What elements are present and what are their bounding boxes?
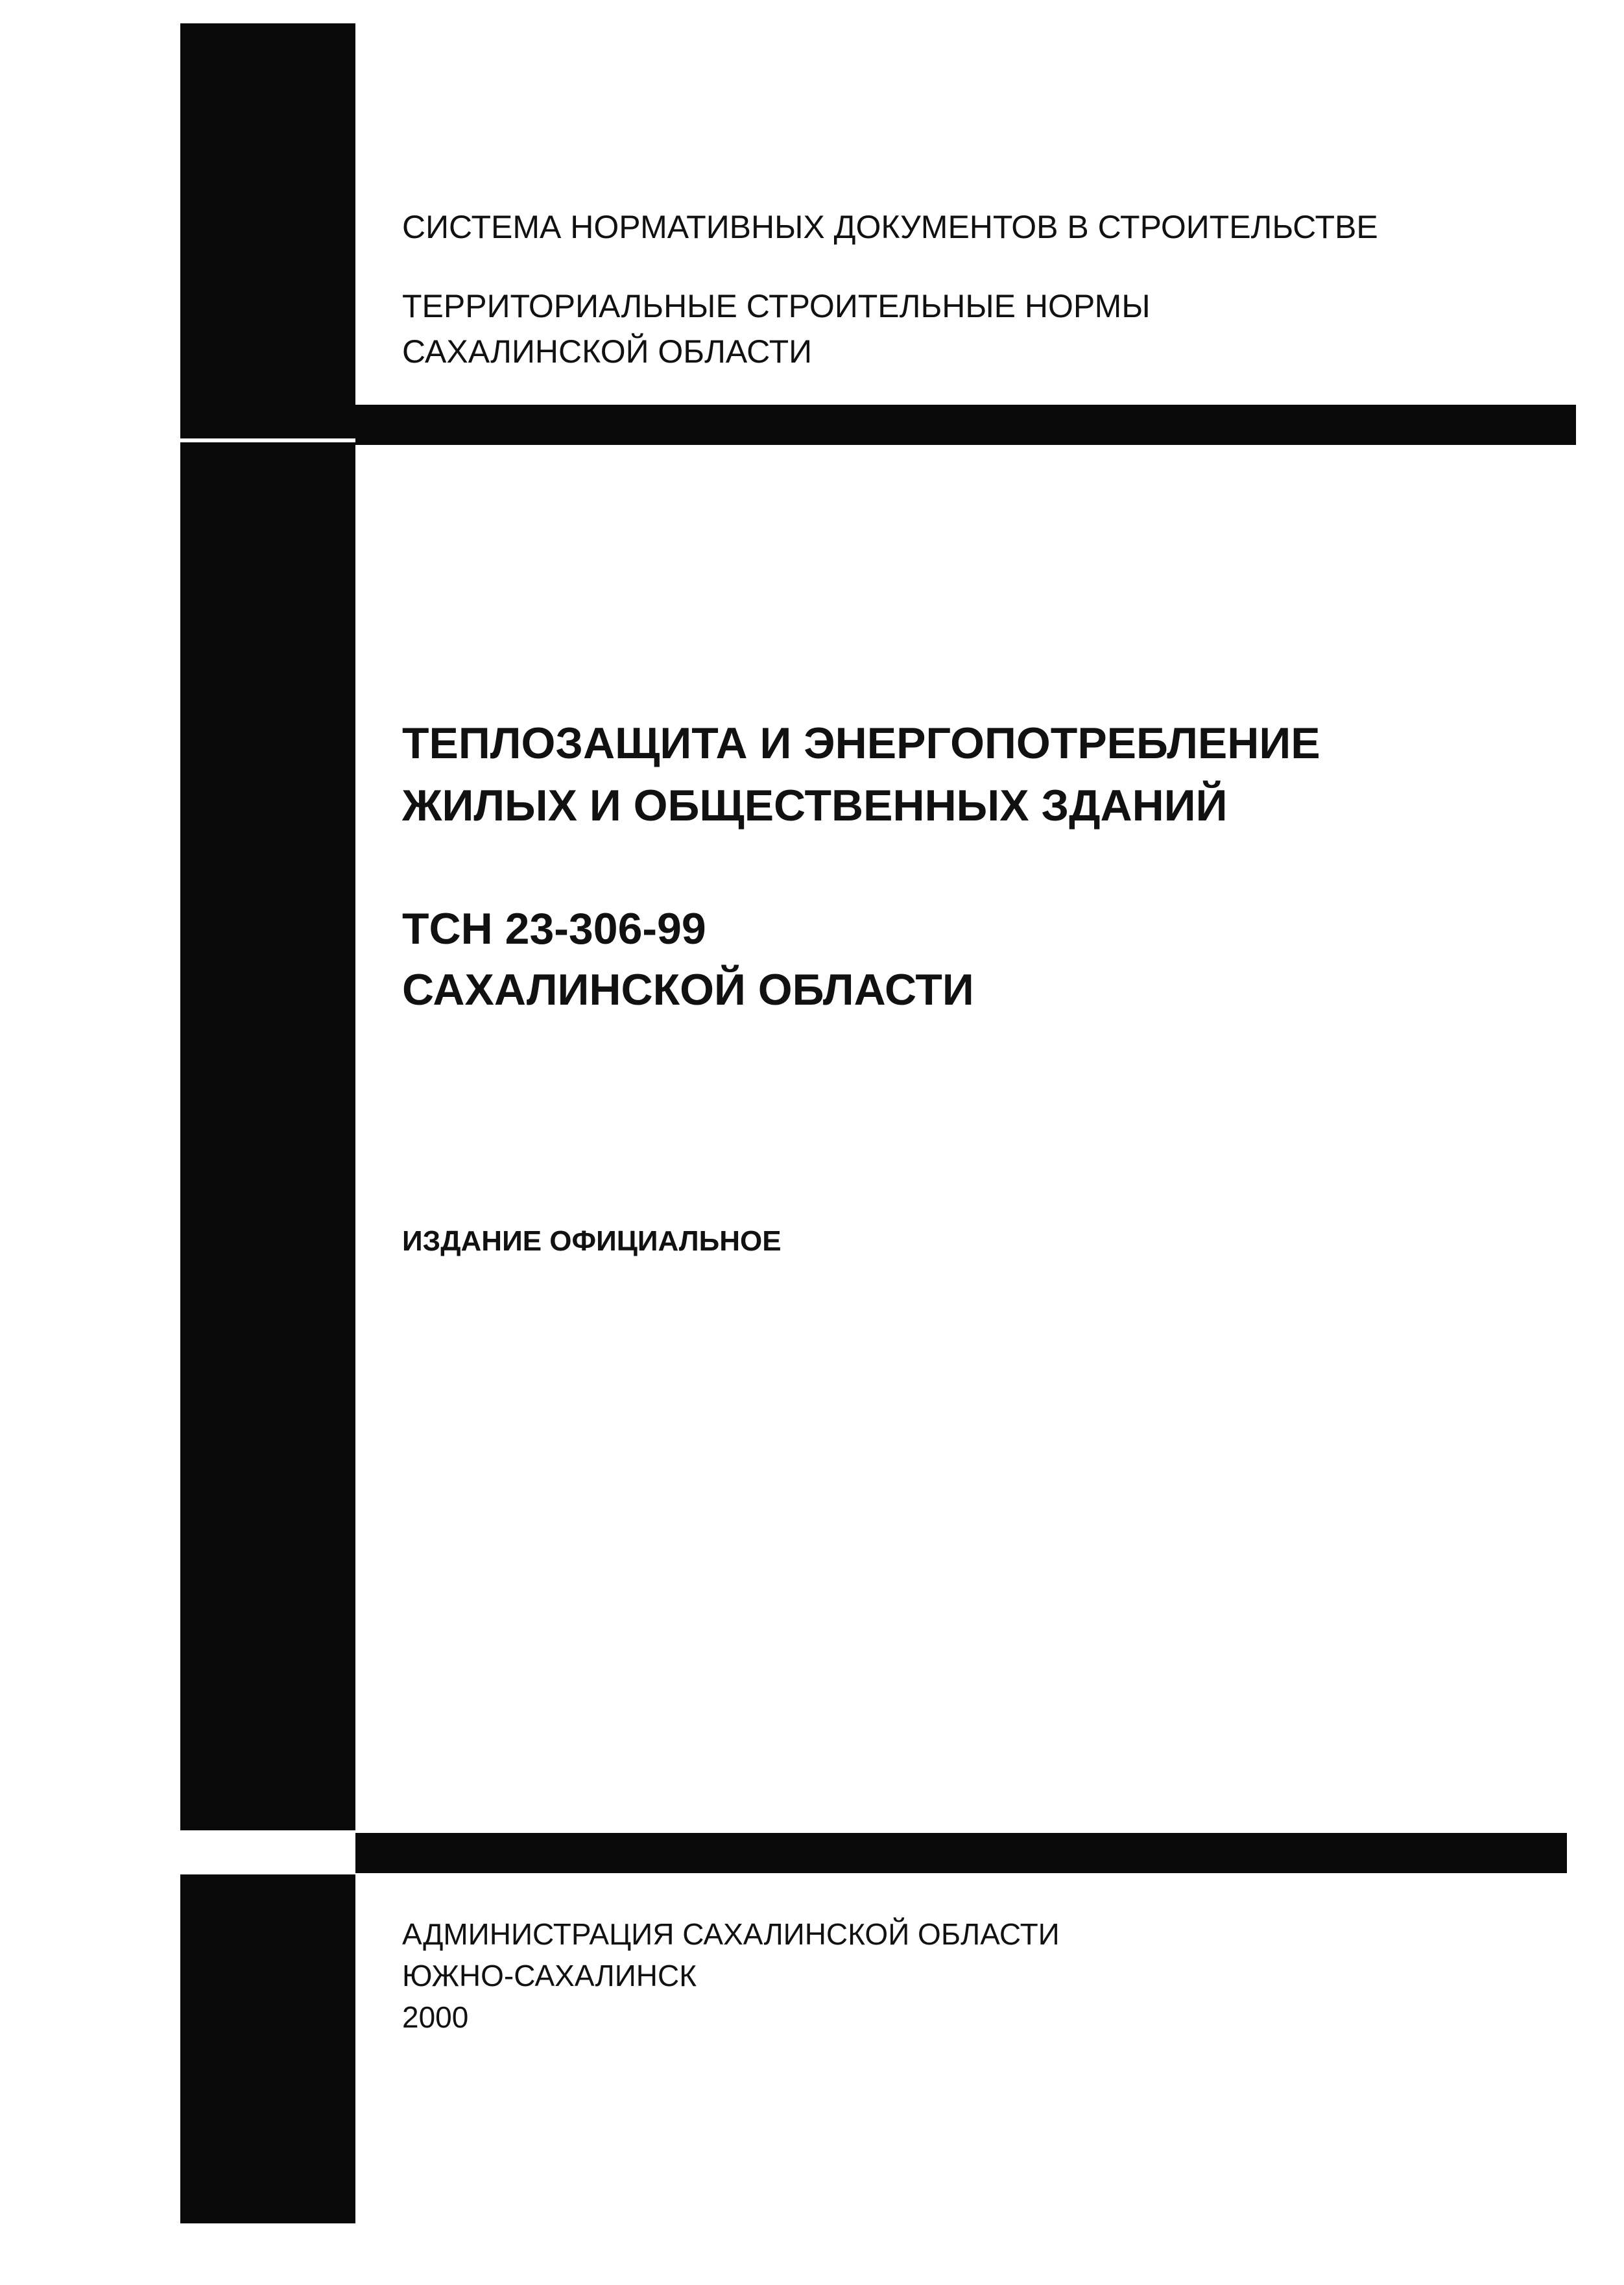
cover-spine-block-bottom [180,1874,355,2223]
document-title-line-1: ТЕПЛОЗАЩИТА И ЭНЕРГОПОТРЕБЛЕНИЕ [402,719,1320,768]
cover-spine-block-top [180,23,355,438]
edition-label: ИЗДАНИЕ ОФИЦИАЛЬНОЕ [402,1225,782,1257]
norms-type-line-1: ТЕРРИТОРИАЛЬНЫЕ СТРОИТЕЛЬНЫЕ НОРМЫ [402,288,1151,324]
publication-year: 2000 [402,2000,469,2034]
publication-city: ЮЖНО-САХАЛИНСК [402,1959,697,1992]
document-series: СИСТЕМА НОРМАТИВНЫХ ДОКУМЕНТОВ В СТРОИТЕЛЬСТВЕ [402,209,1378,245]
document-region: САХАЛИНСКОЙ ОБЛАСТИ [402,965,974,1014]
cover-horizontal-bar-bottom [355,1833,1567,1873]
norms-type-line-2: САХАЛИНСКОЙ ОБЛАСТИ [402,333,813,370]
document-code: ТСН 23-306-99 [402,904,706,953]
cover-spine-block-middle [180,442,355,1830]
publisher: АДМИНИСТРАЦИЯ САХАЛИНСКОЙ ОБЛАСТИ [402,1917,1060,1951]
document-title-line-2: ЖИЛЫХ И ОБЩЕСТВЕННЫХ ЗДАНИЙ [402,781,1228,830]
cover-horizontal-bar-top [355,405,1576,445]
